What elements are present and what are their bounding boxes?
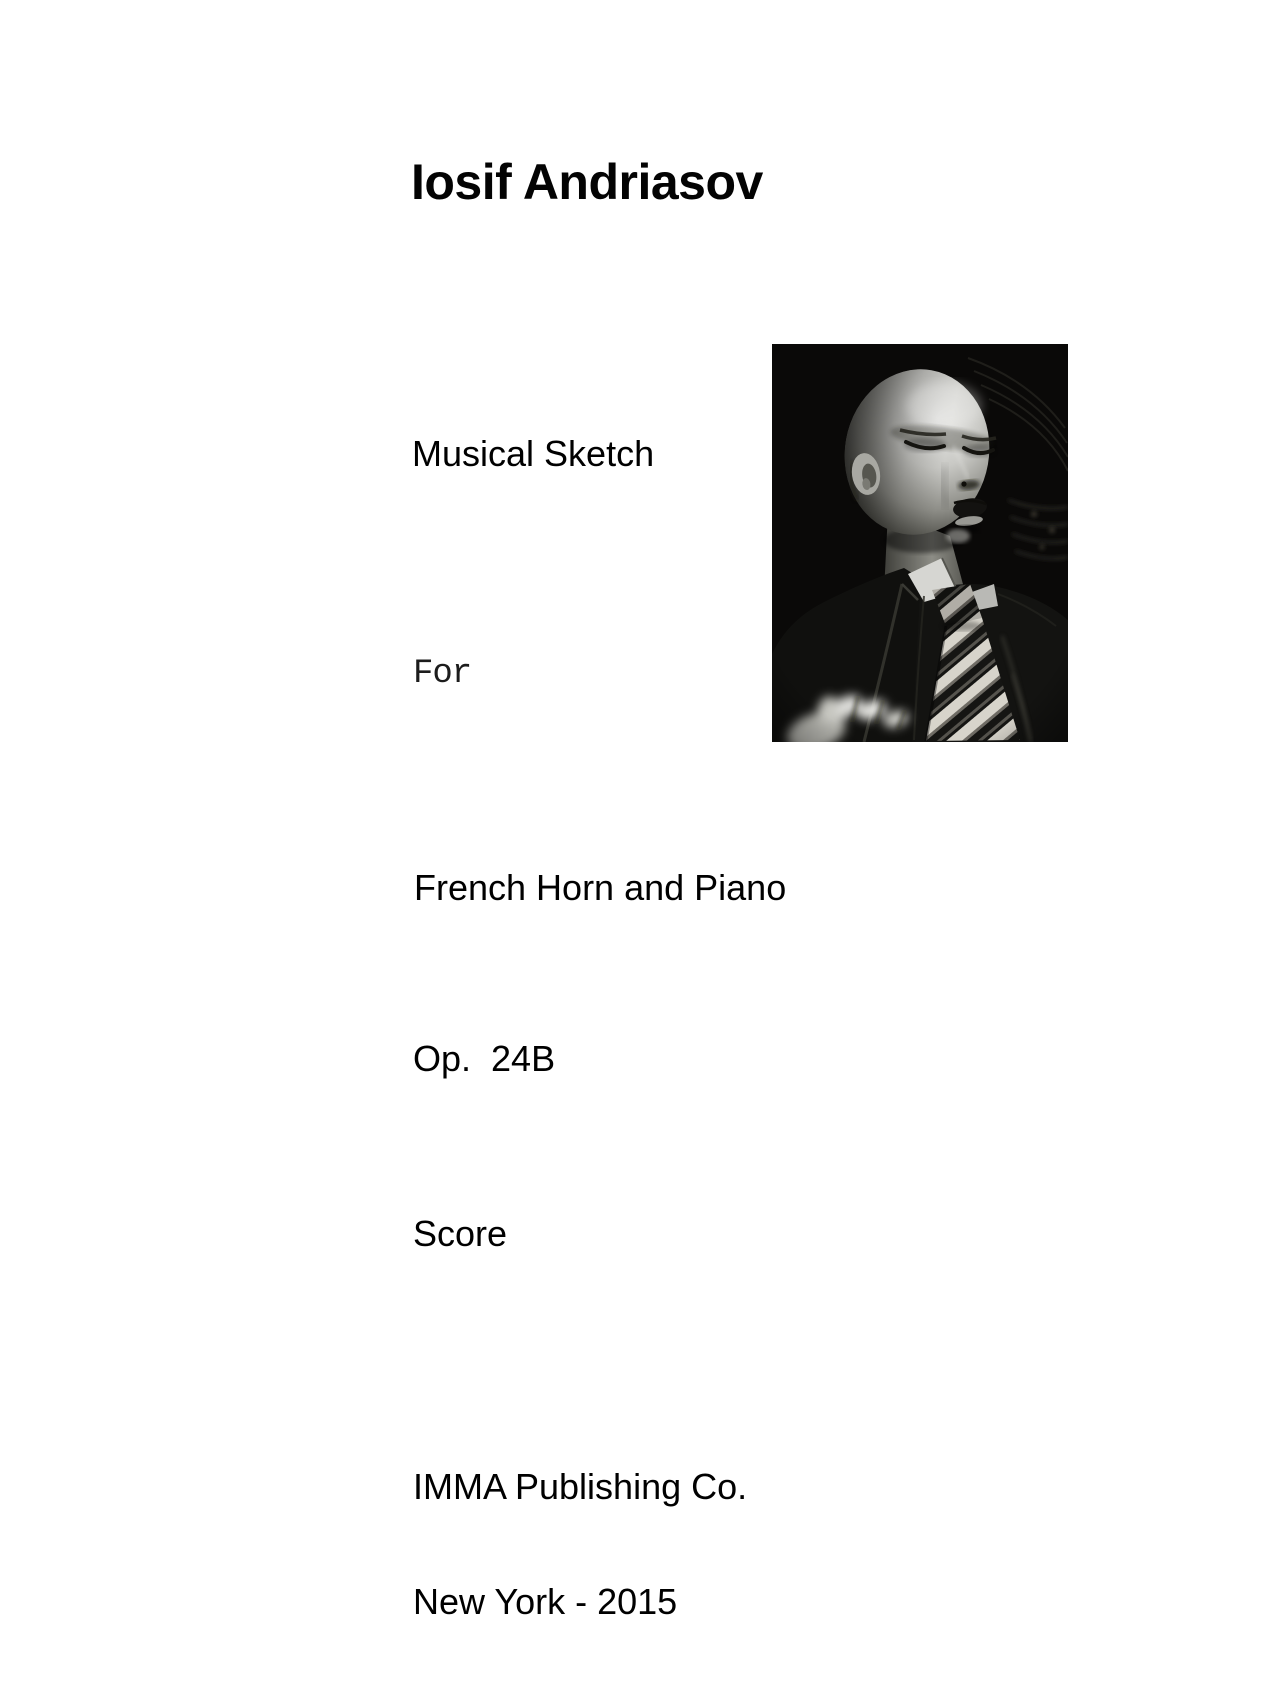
publication-place-year: New York - 2015: [413, 1581, 678, 1622]
edition-type: Score: [413, 1213, 508, 1254]
instrumentation: French Horn and Piano: [414, 867, 787, 908]
photo-vignette: [772, 344, 1068, 742]
for-label: For: [413, 655, 472, 693]
opus-number: Op. 24B: [413, 1038, 556, 1079]
composer-portrait-photo: [772, 344, 1068, 742]
work-title: Musical Sketch: [412, 433, 655, 474]
portrait-illustration: [772, 344, 1068, 742]
publisher-name: IMMA Publishing Co.: [413, 1466, 748, 1507]
composer-name: Iosif Andriasov: [411, 154, 763, 210]
